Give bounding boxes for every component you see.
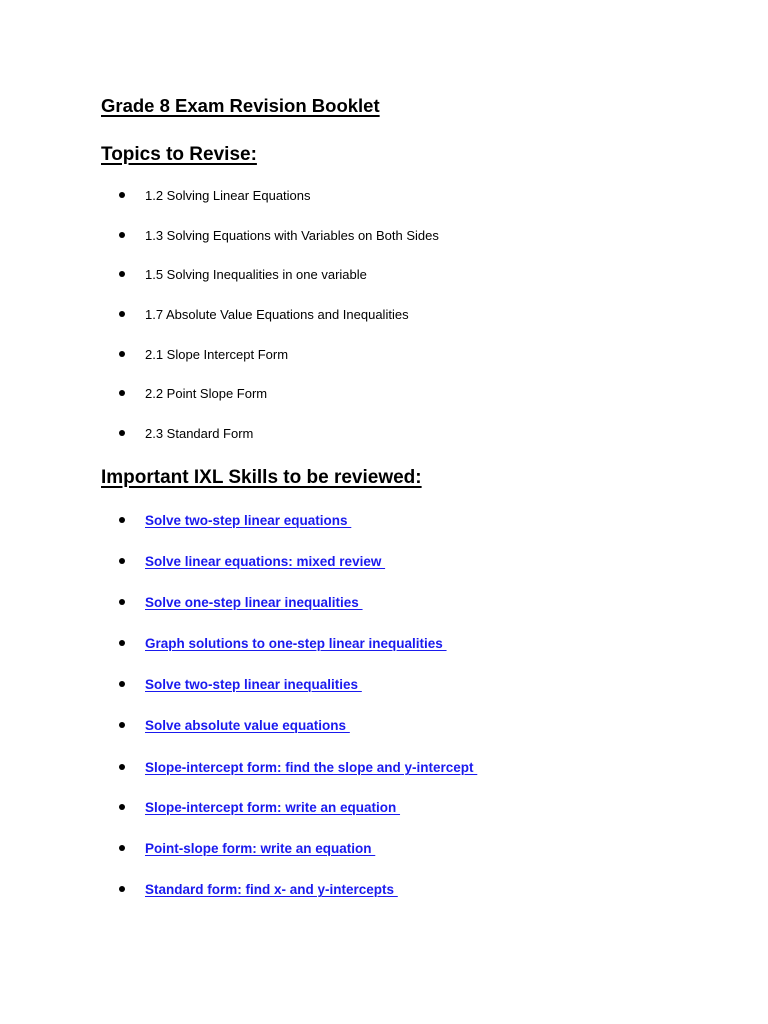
bullet-icon: [119, 640, 125, 646]
skill-link[interactable]: Solve two-step linear equations: [145, 513, 352, 528]
list-item: [0, 307, 768, 327]
topic-text: 1.2 Solving Linear Equations: [145, 188, 311, 203]
skill-link[interactable]: Solve one-step linear inequalities: [145, 595, 363, 610]
list-item: [0, 595, 768, 615]
skills-heading: Important IXL Skills to be reviewed:: [101, 467, 422, 488]
bullet-icon: [119, 886, 125, 892]
list-item: [0, 800, 768, 820]
document-title: Grade 8 Exam Revision Booklet: [101, 95, 380, 116]
skill-link[interactable]: Solve two-step linear inequalities: [145, 677, 362, 692]
bullet-icon: [119, 192, 125, 198]
topics-heading: Topics to Revise:: [101, 144, 257, 165]
topic-text: 2.3 Standard Form: [145, 426, 254, 441]
list-item: [0, 386, 768, 406]
list-item: [0, 188, 768, 208]
list-item: [0, 636, 768, 656]
topic-text: 1.3 Solving Equations with Variables on Both Sides: [145, 228, 439, 243]
bullet-icon: [119, 430, 125, 436]
bullet-icon: [119, 599, 125, 605]
skill-link[interactable]: Slope-intercept form: find the slope and y-intercept: [145, 760, 478, 775]
list-item: [0, 718, 768, 738]
list-item: [0, 513, 768, 533]
skill-link[interactable]: Solve absolute value equations: [145, 718, 350, 733]
bullet-icon: [119, 232, 125, 238]
topic-text: 1.5 Solving Inequalities in one variable: [145, 267, 367, 282]
list-item: [0, 677, 768, 697]
skill-link[interactable]: Point-slope form: write an equation: [145, 841, 376, 856]
bullet-icon: [119, 311, 125, 317]
list-item: [0, 760, 768, 780]
list-item: [0, 267, 768, 287]
bullet-icon: [119, 845, 125, 851]
topic-text: 2.1 Slope Intercept Form: [145, 347, 289, 362]
bullet-icon: [119, 764, 125, 770]
bullet-icon: [119, 804, 125, 810]
bullet-icon: [119, 681, 125, 687]
list-item: [0, 347, 768, 367]
list-item: [0, 426, 768, 446]
bullet-icon: [119, 517, 125, 523]
bullet-icon: [119, 351, 125, 357]
list-item: [0, 554, 768, 574]
bullet-icon: [119, 271, 125, 277]
topic-text: 2.2 Point Slope Form: [145, 386, 268, 401]
list-item: [0, 882, 768, 902]
skill-link[interactable]: Standard form: find x- and y-intercepts: [145, 882, 398, 897]
skill-link[interactable]: Graph solutions to one-step linear inequalities: [145, 636, 447, 651]
list-item: [0, 228, 768, 248]
list-item: [0, 841, 768, 861]
skill-link[interactable]: Slope-intercept form: write an equation: [145, 800, 401, 815]
bullet-icon: [119, 722, 125, 728]
bullet-icon: [119, 390, 125, 396]
skill-link[interactable]: Solve linear equations: mixed review: [145, 554, 386, 569]
topic-text: 1.7 Absolute Value Equations and Inequalities: [145, 307, 409, 322]
bullet-icon: [119, 558, 125, 564]
